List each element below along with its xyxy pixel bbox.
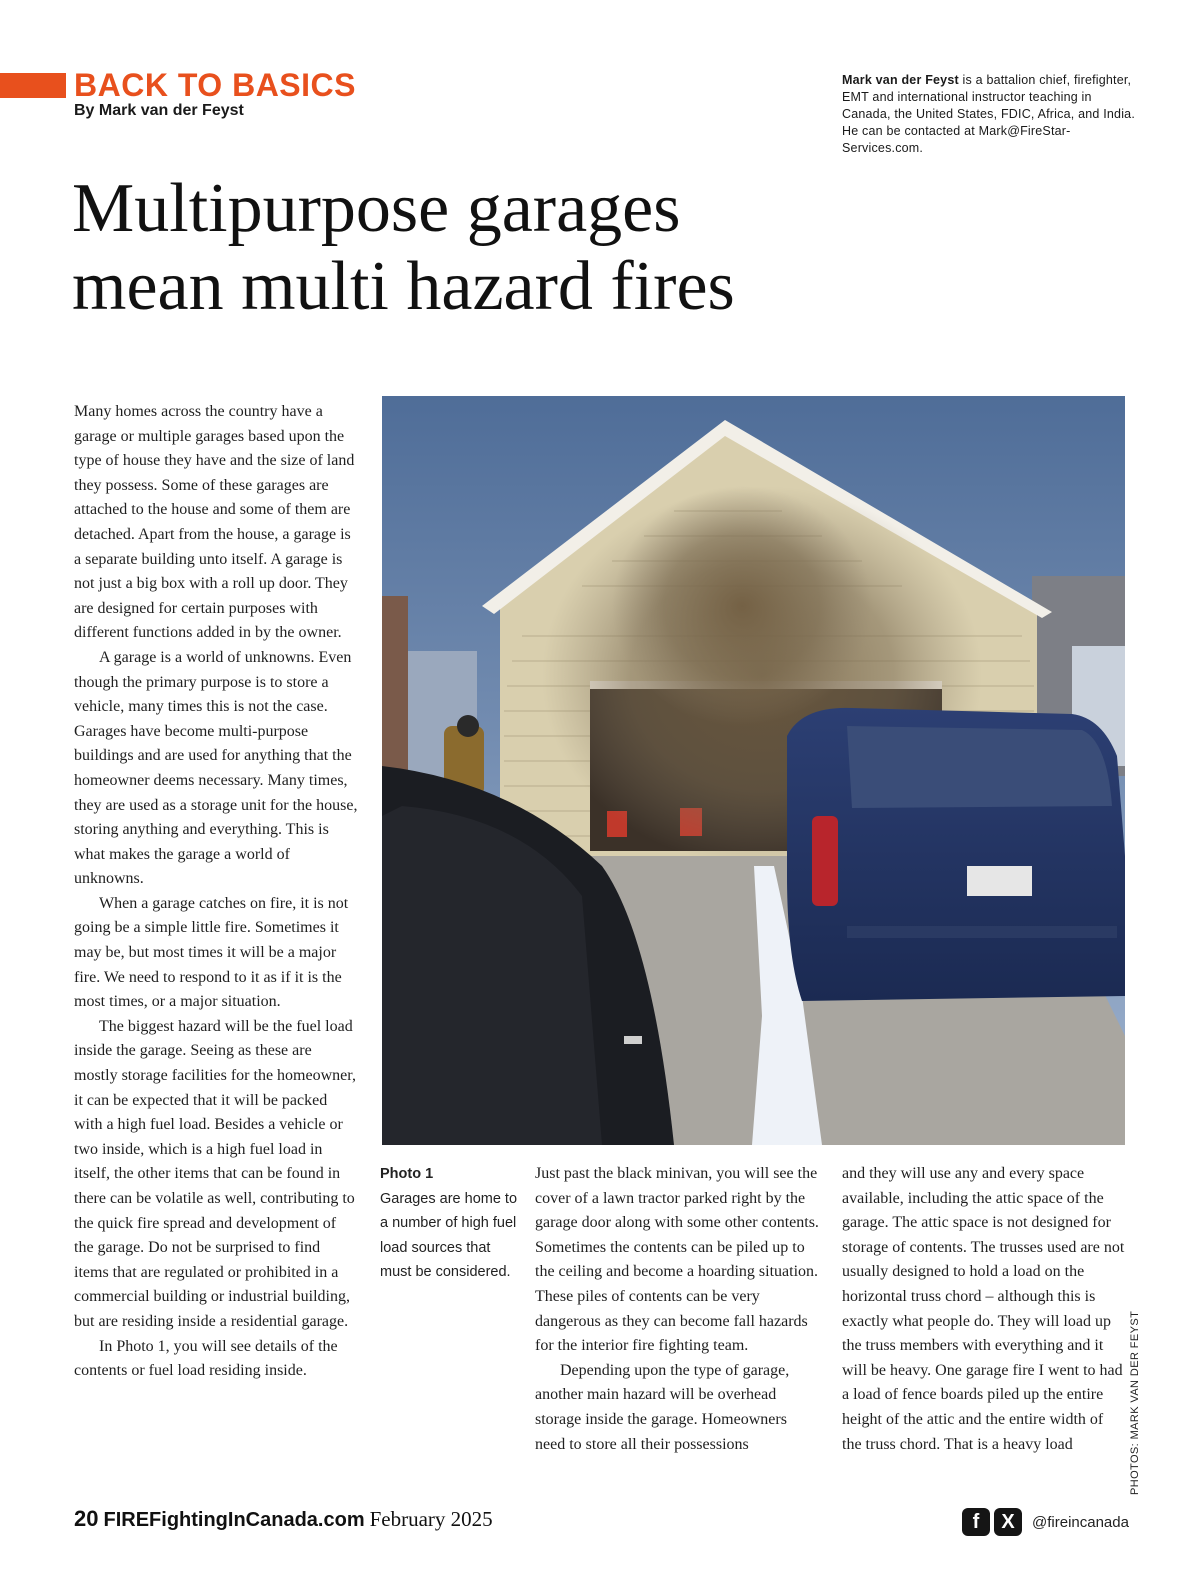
section-kicker: BACK TO BASICS: [74, 67, 356, 103]
headline-line-2: mean multi hazard fires: [72, 248, 735, 325]
website-link[interactable]: FIREFightingInCanada.com: [103, 1509, 365, 1531]
author-bio: [842, 72, 1142, 157]
paragraph: Many homes across the country have a garage or multiple garages based upon the type of house they have and the size of land they possess. Some of these garages are attached to the house and some of them are detached. Apart from the house, a garage is a separate building unto itself. A garage is not just a big box with a roll up door. They are designed for certain purposes with different functions added in by the owner.: [74, 403, 355, 642]
paragraph: The biggest hazard will be the fuel load inside the garage. Seeing as these are mostly storage facilities for the homeowner, it can be expected that it will be packed with a high fuel load. Besides a vehicle or two inside, which is a high fuel load in itself, the other items that can be found in there can be volatile as well, contributing to the quick fire spread and development of the garage. Do not be surprised to find items that are regulated or prohibited in a commercial building or industrial building, but are residing inside a residential garage.: [74, 1017, 356, 1330]
page-number: 20: [74, 1506, 99, 1531]
photo-credit-text: PHOTOS: MARK VAN DER FEYST: [1129, 1310, 1141, 1495]
article-column-2: [535, 1162, 819, 1457]
headline-line-1: Multipurpose garages: [72, 170, 681, 247]
social-links: [962, 1507, 1129, 1537]
facebook-icon[interactable]: f: [962, 1508, 990, 1536]
bio-author-name: Mark van der Feyst: [842, 73, 959, 87]
social-handle[interactable]: @fireincanada: [1032, 1513, 1129, 1531]
article-column-1: [74, 400, 358, 1384]
paragraph: and they will use any and every space available, including the attic space of the garage. The attic space is not designed for storage of contents. The trusses used are not usually designed to hold a load on the horizontal truss chord – although this is exactly what people do. They will load up the truss members with everything and it will be heavy. One garage fire I went to had a load of fence boards piled up the entire height of the attic and the entire width of the truss chord. That is a heavy load: [842, 1165, 1125, 1453]
article-headline: [72, 170, 1172, 326]
page-footer: [74, 1506, 493, 1532]
garage-fire-photo: [382, 396, 1125, 1145]
byline: By Mark van der Feyst: [74, 102, 244, 119]
caption-title: Photo 1: [380, 1166, 434, 1182]
paragraph: Depending upon the type of garage, another main hazard will be overhead storage inside the garage. Homeowners need to store all their possessions: [535, 1361, 790, 1453]
caption-text: Garages are home to a number of high fuel load sources that must be considered.: [380, 1190, 518, 1281]
issue-date: February 2025: [369, 1507, 493, 1531]
kicker-accent-bar: [0, 73, 66, 98]
paragraph: A garage is a world of unknowns. Even though the primary purpose is to store a vehicle, many times this is not the case. Garages have become multi-purpose buildings and are used for anything that the homeowner deems necessary. Many times, they are used as a storage unit for the house, storing anything and everything. This is what makes the garage a world of unknowns.: [74, 648, 358, 888]
paragraph: When a garage catches on fire, it is not going be a simple little fire. Sometimes it may be, but most times it will be a major fire. We need to respond to it as if it is the most times, or a major situation.: [74, 894, 349, 1011]
photo-caption: [380, 1162, 518, 1285]
article-column-3: [842, 1162, 1126, 1457]
x-icon[interactable]: X: [994, 1508, 1022, 1536]
bio-text: is a battalion chief, firefighter, EMT and international instructor teaching in Canada, the United States, FDIC, Africa, and India. He can be contacted at Mark@FireStar-Services.com.: [842, 73, 1135, 155]
paragraph: In Photo 1, you will see details of the contents or fuel load residing inside.: [74, 1337, 338, 1380]
paragraph: Just past the black minivan, you will see the cover of a lawn tractor parked right by the garage door along with some other contents. Sometimes the contents can be piled up to the ceiling and become a hoarding situation. These piles of contents can be very dangerous as they can become fall hazards for the interior fire fighting team.: [535, 1165, 819, 1355]
